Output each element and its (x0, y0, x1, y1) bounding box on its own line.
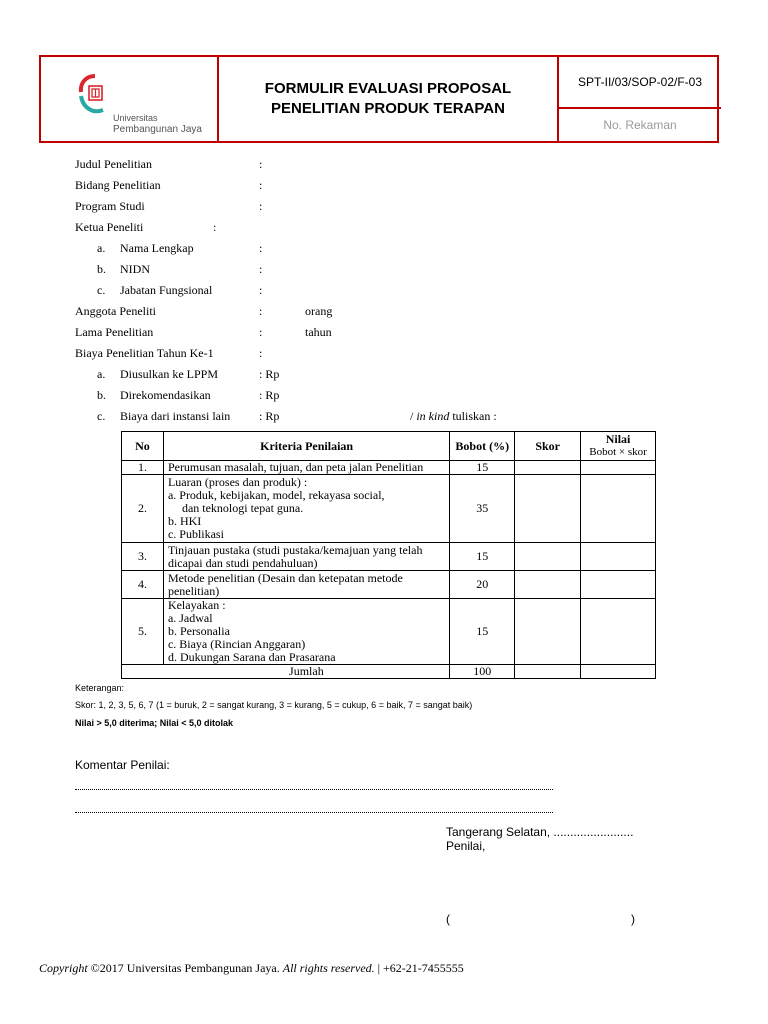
header-nilai (581, 432, 656, 461)
field-judul-colon: : (259, 157, 263, 171)
form-title (219, 57, 557, 141)
row-bobot: 15 (450, 543, 515, 571)
field-ketua-colon: : (213, 220, 217, 234)
nilai-threshold-note: Nilai > 5,0 diterima; Nilai < 5,0 ditolak (75, 718, 234, 728)
row-nilai-cell[interactable] (581, 571, 656, 599)
row-no: 5. (122, 599, 164, 665)
row-nilai-cell[interactable] (581, 543, 656, 571)
row-kriteria-line: c. Publikasi (167, 527, 224, 541)
row-no: 2. (122, 475, 164, 543)
table-row (122, 475, 656, 543)
ketua-item-colon: : (259, 241, 263, 255)
logo-text-line2: Pembangunan Jaya (113, 124, 202, 135)
row-skor-cell[interactable] (515, 543, 581, 571)
title-line-2: PENELITIAN PRODUK TERAPAN (271, 100, 505, 117)
field-prodi-colon: : (259, 199, 263, 213)
row-kriteria (163, 543, 449, 571)
signature-close-paren: ) (631, 912, 635, 926)
biaya-item-rp: : Rp (259, 409, 280, 423)
header-no: No (122, 432, 164, 461)
total-value: 100 (450, 665, 515, 679)
field-bidang-label: Bidang Penelitian (75, 178, 161, 192)
header-nilai-sub: Bobot × skor (589, 446, 647, 458)
copyright-text: ©2017 Universitas Pembangunan Jaya. (90, 961, 280, 975)
row-kriteria-line: Kelayakan : (167, 598, 226, 612)
document-code: SPT-II/03/SOP-02/F-03 (559, 57, 721, 109)
row-kriteria (163, 599, 449, 665)
row-no: 1. (122, 461, 164, 475)
header-nilai-title: Nilai (605, 432, 631, 446)
skor-note: Skor: 1, 2, 3, 5, 6, 7 (1 = buruk, 2 = sangat kurang, 3 = kurang, 5 = cukup, 6 = baik, 7 = sangat baik) (75, 700, 473, 710)
biaya-item-instansi: Biaya dari instansi lain (120, 409, 231, 423)
copyright-word: Copyright (39, 961, 88, 975)
logo-text-line1: Universitas (113, 113, 158, 123)
copyright-footer (39, 961, 464, 976)
row-kriteria-line: Perumusan masalah, tujuan, dan peta jalan Penelitian (167, 460, 424, 474)
table-total-row (122, 665, 656, 679)
table-row (122, 543, 656, 571)
total-skor-cell[interactable] (515, 665, 581, 679)
document-header (39, 55, 719, 143)
ketua-item-letter: b. (97, 262, 106, 276)
row-kriteria-line: b. HKI (167, 514, 202, 528)
field-biaya-label: Biaya Penelitian Tahun Ke-1 (75, 346, 214, 360)
row-kriteria-line: dan teknologi tepat guna. (181, 501, 304, 515)
field-ketua-label: Ketua Peneliti (75, 220, 144, 234)
row-skor-cell[interactable] (515, 475, 581, 543)
row-kriteria (163, 461, 449, 475)
field-lama-unit: tahun (305, 325, 332, 339)
row-kriteria-line: Luaran (proses dan produk) : (167, 475, 308, 489)
table-row (122, 599, 656, 665)
row-kriteria-line: c. Biaya (Rincian Anggaran) (167, 637, 306, 651)
university-logo-icon (77, 72, 113, 116)
header-skor: Skor (515, 432, 581, 461)
row-bobot: 15 (450, 599, 515, 665)
inkind-italic: in kind (416, 409, 450, 423)
ketua-item-colon: : (259, 283, 263, 297)
ketua-item-letter: a. (97, 241, 106, 255)
keterangan-label: Keterangan: (75, 683, 125, 693)
row-kriteria (163, 475, 449, 543)
row-nilai-cell[interactable] (581, 599, 656, 665)
row-bobot: 20 (450, 571, 515, 599)
row-kriteria-line: a. Jadwal (167, 611, 213, 625)
header-kriteria: Kriteria Penilaian (163, 432, 449, 461)
ketua-item-jabatan: Jabatan Fungsional (120, 283, 213, 297)
place-date: Tangerang Selatan, ........................ (446, 825, 634, 839)
biaya-item-rp: : Rp (259, 388, 280, 402)
logo-cell (41, 57, 219, 141)
row-kriteria (163, 571, 449, 599)
field-judul-label: Judul Penelitian (75, 157, 152, 171)
ketua-item-nidn: NIDN (120, 262, 150, 276)
ketua-item-nama: Nama Lengkap (120, 241, 194, 255)
signature-open-paren: ( (446, 912, 450, 926)
row-nilai-cell[interactable] (581, 461, 656, 475)
table-header-row (122, 432, 656, 461)
ketua-item-colon: : (259, 262, 263, 276)
inkind-note (410, 409, 497, 423)
row-kriteria-line: Metode penelitian (Desain dan ketepatan metode (167, 570, 403, 585)
row-no: 3. (122, 543, 164, 571)
komentar-label: Komentar Penilai: (75, 758, 170, 772)
header-right-cell (557, 57, 721, 141)
field-anggota-unit: orang (305, 304, 333, 318)
row-kriteria-line: b. Personalia (167, 624, 230, 638)
biaya-item-rp: : Rp (259, 367, 280, 381)
field-biaya-colon: : (259, 346, 263, 360)
penilai-label: Penilai, (446, 839, 486, 853)
row-bobot: 35 (450, 475, 515, 543)
row-skor-cell[interactable] (515, 599, 581, 665)
row-bobot: 15 (450, 461, 515, 475)
biaya-item-letter: c. (97, 409, 106, 423)
row-nilai-cell[interactable] (581, 475, 656, 543)
field-lama-colon: : (259, 325, 263, 339)
ketua-item-letter: c. (97, 283, 106, 297)
comment-line-1[interactable] (75, 788, 553, 790)
row-kriteria-line: d. Dukungan Sarana dan Prasarana (167, 650, 336, 664)
phone-text: | +62-21-7455555 (377, 961, 464, 975)
inkind-suffix: tuliskan : (452, 409, 497, 423)
row-kriteria-line: a. Produk, kebijakan, model, rekayasa social, (167, 488, 385, 502)
row-no: 4. (122, 571, 164, 599)
field-anggota-label: Anggota Peneliti (75, 304, 156, 318)
total-label: Jumlah (163, 665, 449, 679)
comment-line-2[interactable] (75, 811, 553, 813)
field-lama-label: Lama Penelitian (75, 325, 154, 339)
row-kriteria-line: dicapai dan studi pendahuluan) (167, 555, 318, 570)
biaya-item-lppm: Diusulkan ke LPPM (120, 367, 219, 381)
field-bidang-colon: : (259, 178, 263, 192)
field-prodi-label: Program Studi (75, 199, 145, 213)
table-row (122, 571, 656, 599)
row-skor-cell[interactable] (515, 461, 581, 475)
criteria-table (121, 431, 656, 679)
field-anggota-colon: : (259, 304, 263, 318)
biaya-item-rekomendasi: Direkomendasikan (120, 388, 211, 402)
rights-text: All rights reserved. (282, 961, 375, 975)
total-nilai-cell[interactable] (581, 665, 656, 679)
record-number: No. Rekaman (603, 118, 677, 132)
inkind-prefix: / (410, 409, 414, 423)
biaya-item-letter: b. (97, 388, 106, 402)
row-skor-cell[interactable] (515, 571, 581, 599)
header-bobot: Bobot (%) (450, 432, 515, 461)
table-row (122, 461, 656, 475)
row-kriteria-line: penelitian) (167, 583, 220, 598)
title-line-1: FORMULIR EVALUASI PROPOSAL (264, 80, 512, 97)
biaya-item-letter: a. (97, 367, 106, 381)
row-kriteria-line: Tinjauan pustaka (studi pustaka/kemajuan yang telah (167, 542, 423, 557)
total-empty-cell (122, 665, 164, 679)
